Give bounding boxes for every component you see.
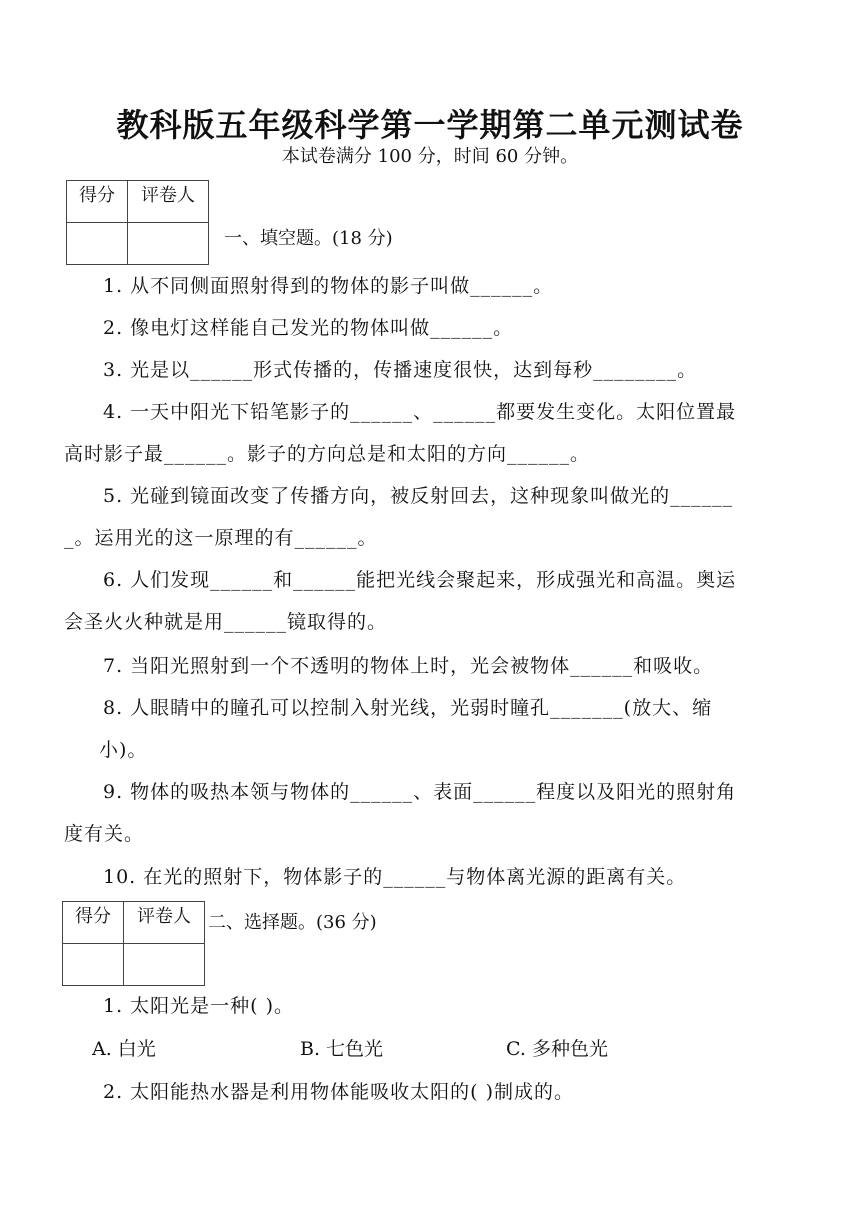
grader-cell[interactable] [128, 223, 209, 265]
option-a: A. 白光 [92, 1038, 156, 1060]
question-line: 小)。 [99, 739, 148, 761]
question-line: 1. 太阳光是一种( )。 [103, 995, 295, 1017]
score-table-section1 [66, 180, 209, 265]
grader-header: 评卷人 [124, 902, 205, 944]
page-subtitle: 本试卷满分 100 分，时间 60 分钟。 [281, 146, 579, 167]
grader-header: 评卷人 [128, 181, 209, 223]
question-line: 8. 人眼睛中的瞳孔可以控制入射光线，光弱时瞳孔_______(放大、缩 [103, 697, 713, 719]
page-title: 教科版五年级科学第一学期第二单元测试卷 [116, 106, 744, 144]
section2-heading: 二、选择题。(36 分) [208, 912, 377, 933]
score-table-section2 [62, 901, 205, 986]
option-b: B. 七色光 [300, 1038, 384, 1060]
score-header: 得分 [67, 181, 128, 223]
question-line: 2. 像电灯这样能自己发光的物体叫做______。 [103, 317, 514, 339]
grader-cell[interactable] [124, 944, 205, 986]
question-line: 6. 人们发现______和______能把光线会聚起来，形成强光和高温。奥运 [103, 569, 737, 591]
score-cell[interactable] [67, 223, 128, 265]
question-line: 2. 太阳能热水器是利用物体能吸收太阳的( )制成的。 [103, 1081, 575, 1103]
question-line: 1. 从不同侧面照射得到的物体的影子叫做______。 [103, 275, 554, 297]
question-line: 度有关。 [64, 823, 145, 845]
question-line: 5. 光碰到镜面改变了传播方向，被反射回去，这种现象叫做光的______ [103, 485, 734, 507]
question-line: 7. 当阳光照射到一个不透明的物体上时，光会被物体______和吸收。 [103, 655, 714, 677]
question-line: 10. 在光的照射下，物体影子的______与物体离光源的距离有关。 [103, 866, 687, 888]
option-c: C. 多种色光 [506, 1038, 608, 1060]
score-header: 得分 [63, 902, 124, 944]
question-line: 高时影子最______。影子的方向总是和太阳的方向______。 [64, 443, 591, 465]
question-line: 9. 物体的吸热本领与物体的______、表面______程度以及阳光的照射角 [103, 781, 737, 803]
question-line: 会圣火火种就是用______镜取得的。 [64, 611, 388, 633]
question-line: 3. 光是以______形式传播的，传播速度很快，达到每秒________。 [103, 359, 698, 381]
question-line: 4. 一天中阳光下铅笔影子的______、______都要发生变化。太阳位置最 [103, 401, 737, 423]
question-line: _。运用光的这一原理的有______。 [64, 527, 378, 549]
section1-heading: 一、填空题。(18 分) [224, 228, 393, 249]
score-cell[interactable] [63, 944, 124, 986]
